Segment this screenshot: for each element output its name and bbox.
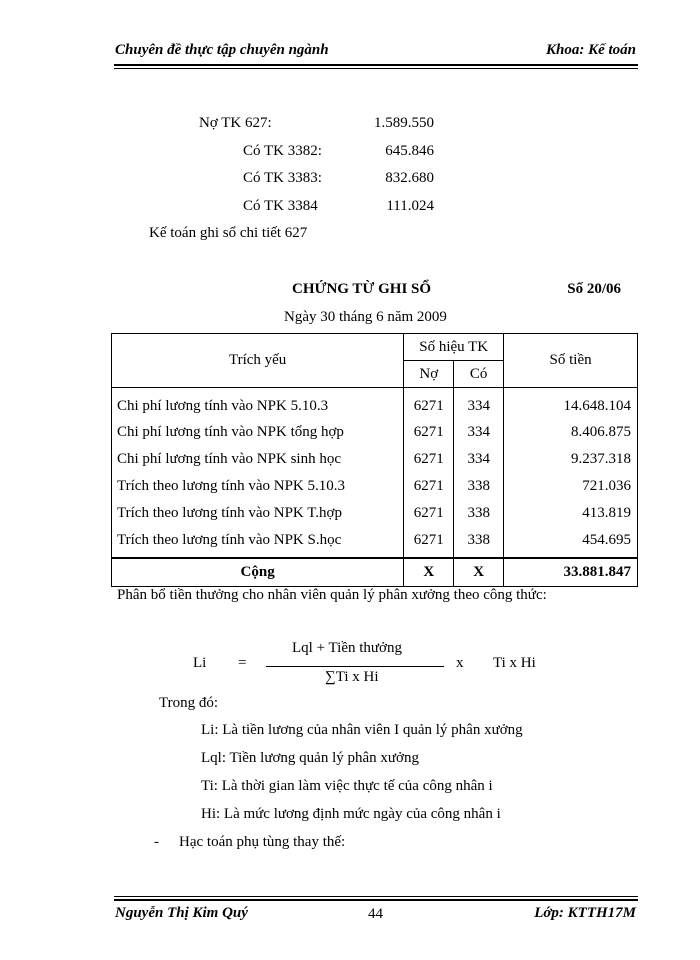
row-debit: 6271	[404, 419, 454, 446]
entry-account: Có TK 3382:	[243, 143, 322, 159]
footer-rule-thin	[114, 896, 638, 897]
footer-rule	[114, 899, 638, 901]
col-header-account: Số hiệu TK	[404, 334, 504, 361]
header-rule	[114, 64, 638, 66]
definition-item: Hi: Là mức lương định mức ngày của công nhân i	[201, 806, 501, 822]
row-credit: 334	[454, 446, 504, 473]
footer-class: Lớp: KTTH17M	[534, 905, 636, 921]
total-label: Cộng	[112, 558, 404, 587]
formula-equals: =	[238, 655, 247, 671]
row-credit: 334	[454, 419, 504, 446]
entry-amount: 1.589.550	[374, 115, 434, 131]
definition-item: Li: Là tiền lương của nhân viên I quản lý phân xưởng	[201, 722, 523, 738]
formula-rhs: Ti x Hi	[493, 655, 536, 671]
row-desc: Trích theo lương tính vào NPK S.học	[112, 527, 404, 558]
col-header-amount: Số tiền	[504, 334, 638, 388]
total-row	[112, 558, 638, 587]
table-row	[112, 419, 638, 446]
header-rule-thin	[114, 68, 638, 69]
col-header-debit: Nợ	[404, 361, 454, 388]
formula-denominator: ∑Ti x Hi	[325, 669, 379, 685]
row-debit: 6271	[404, 446, 454, 473]
ledger-note: Kế toán ghi sổ chi tiết 627	[149, 225, 308, 241]
row-debit: 6271	[404, 500, 454, 527]
total-debit: X	[404, 558, 454, 587]
col-header-desc: Trích yếu	[112, 334, 404, 388]
row-credit: 338	[454, 500, 504, 527]
row-amount: 413.819	[504, 500, 638, 527]
table-row	[112, 446, 638, 473]
row-amount: 14.648.104	[504, 388, 638, 420]
row-debit: 6271	[404, 527, 454, 558]
voucher-number: Số 20/06	[567, 281, 621, 297]
bullet-text: Hạc toán phụ tùng thay thế:	[179, 834, 346, 850]
formula-times: x	[456, 655, 464, 671]
row-amount: 8.406.875	[504, 419, 638, 446]
page-number: 44	[368, 906, 383, 922]
formula-lhs: Li	[193, 655, 207, 671]
entry-account: Có TK 3384	[243, 198, 318, 214]
table-row	[112, 473, 638, 500]
entry-amount: 111.024	[386, 198, 434, 214]
definition-item: Lql: Tiền lương quản lý phân xưởng	[201, 750, 419, 766]
row-desc: Chi phí lương tính vào NPK sinh học	[112, 446, 404, 473]
entry-account: Có TK 3383:	[243, 170, 322, 186]
entry-amount: 832.680	[385, 170, 434, 186]
entry-account: Nợ TK 627:	[199, 115, 272, 131]
definition-item: Ti: Là thời gian làm việc thực tế của công nhân i	[201, 778, 493, 794]
footer-author: Nguyễn Thị Kim Quý	[115, 905, 248, 921]
row-credit: 338	[454, 527, 504, 558]
where-label: Trong đó:	[159, 695, 219, 711]
entry-amount: 645.846	[385, 143, 434, 159]
allocation-intro: Phân bổ tiền thưởng cho nhân viên quản lý phân xưởng theo công thức:	[117, 587, 547, 603]
voucher-date: Ngày 30 tháng 6 năm 2009	[284, 309, 447, 325]
row-debit: 6271	[404, 473, 454, 500]
table-row	[112, 388, 638, 420]
row-credit: 338	[454, 473, 504, 500]
bullet-mark: -	[154, 834, 159, 850]
row-amount: 9.237.318	[504, 446, 638, 473]
col-header-credit: Có	[454, 361, 504, 388]
row-amount: 454.695	[504, 527, 638, 558]
row-desc: Chi phí lương tính vào NPK 5.10.3	[112, 388, 404, 420]
table-row	[112, 500, 638, 527]
total-credit: X	[454, 558, 504, 587]
voucher-table	[111, 333, 638, 587]
row-desc: Trích theo lương tính vào NPK T.hợp	[112, 500, 404, 527]
fraction-line	[266, 666, 444, 667]
row-desc: Chi phí lương tính vào NPK tổng hợp	[112, 419, 404, 446]
table-row	[112, 527, 638, 558]
header-title: Chuyên đề thực tập chuyên ngành	[115, 42, 329, 58]
header-department: Khoa: Kế toán	[545, 42, 636, 58]
total-amount: 33.881.847	[504, 558, 638, 587]
row-desc: Trích theo lương tính vào NPK 5.10.3	[112, 473, 404, 500]
voucher-title: CHỨNG TỪ GHI SỔ	[292, 281, 432, 297]
row-credit: 334	[454, 388, 504, 420]
formula-numerator: Lql + Tiền thưởng	[292, 640, 402, 656]
row-debit: 6271	[404, 388, 454, 420]
row-amount: 721.036	[504, 473, 638, 500]
